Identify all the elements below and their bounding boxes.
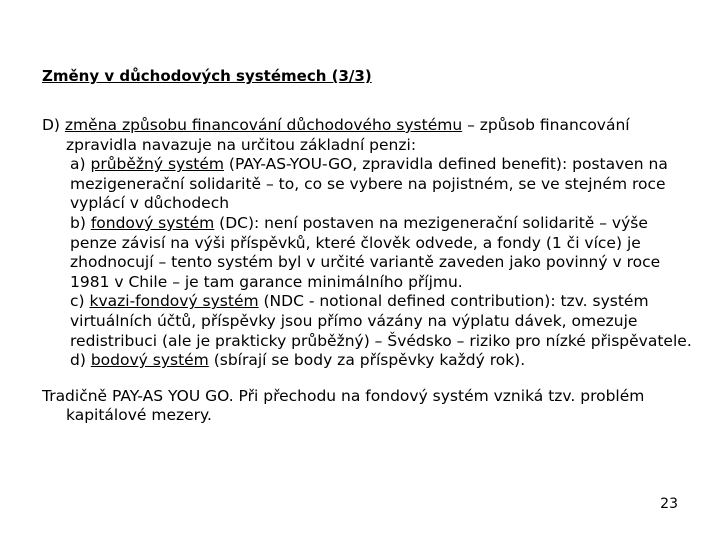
slide-body — [42, 116, 692, 426]
item-c-text: (NDC - notional defined contribution): tzv. systém virtuálních účtů, příspěvky jsou přímo vázány na výplatu dávek, omezuje redistribuci (ale je prakticky průběžný) – Švédsko – riziko pro nízké přispěvatele. — [70, 292, 692, 350]
item-a-text: (PAY-AS-YOU-GO, zpravidla defined benefit): postaven na mezigenerační solidaritě – to, co se vybere na pojistném, se ve stejném roce vyplácí v důchodech — [70, 155, 668, 213]
item-b-text: (DC): není postaven na mezigenerační solidaritě – výše penze závisí na výši příspěvků, které člověk odvede, a fondy (1 či více) je zhodnocují – tento systém byl v určité variantě zaveden jako povinný v roce 1981 v Chile – je tam garance minimálního příjmu. — [70, 213, 661, 291]
item-b — [42, 214, 692, 292]
item-d-text: (sbírají se body za příspěvky každý rok). — [208, 351, 526, 370]
item-a — [42, 155, 692, 214]
item-a-term: průběžný systém — [90, 155, 224, 174]
item-c-prefix: c) — [70, 292, 90, 311]
paragraph-d-prefix: D) — [42, 116, 65, 134]
item-c-term: kvazi-fondový systém — [89, 292, 259, 311]
page-number: 23 — [660, 496, 678, 512]
item-c — [42, 292, 692, 351]
item-d-prefix: d) — [70, 351, 91, 370]
paragraph-d-text: – způsob financování zpravidla navazuje na určitou základní penzi: — [66, 116, 630, 154]
item-d — [42, 351, 692, 371]
paragraph-spacer — [42, 371, 692, 387]
item-a-prefix: a) — [70, 155, 91, 174]
slide-title: Změny v důchodových systémech (3/3) — [42, 67, 372, 85]
paragraph-d — [42, 116, 692, 155]
item-b-prefix: b) — [70, 213, 91, 232]
closing-paragraph: Tradičně PAY-AS YOU GO. Při přechodu na fondový systém vzniká tzv. problém kapitálové mezery. — [42, 386, 645, 425]
item-b-term: fondový systém — [90, 213, 215, 232]
paragraph-d-heading: změna způsobu financování důchodového systému — [64, 116, 463, 134]
item-d-term: bodový systém — [90, 351, 209, 370]
